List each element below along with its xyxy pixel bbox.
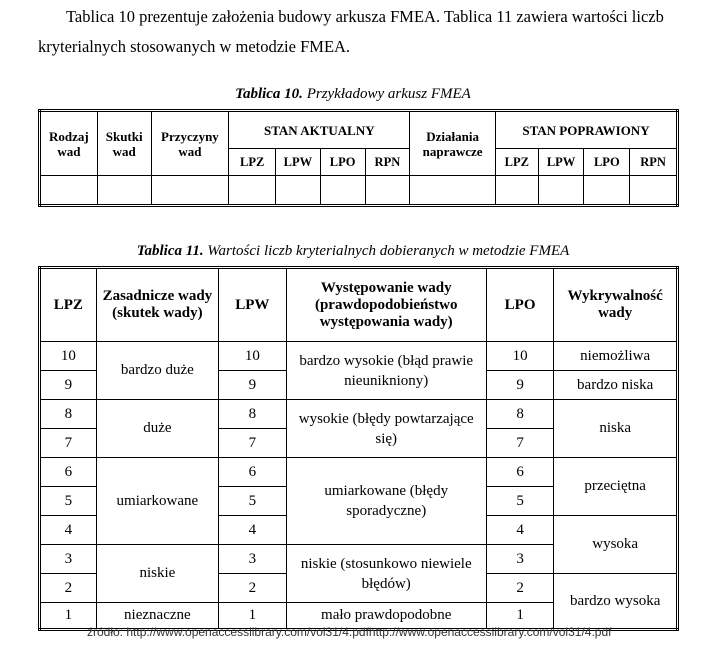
header-lpw-poprawiony: LPW (538, 149, 584, 176)
lpw-value: 8 (219, 400, 287, 429)
skutek-cell: nieznaczne (96, 603, 218, 630)
header-skutki-wad: Skutki wad (97, 111, 151, 176)
wykrywalnosc-cell: niska (554, 400, 678, 458)
lpo-value: 5 (486, 487, 554, 516)
wykrywalnosc-cell: wysoka (554, 516, 678, 574)
lpz-value: 10 (40, 342, 97, 371)
header-lpo: LPO (320, 149, 365, 176)
lpz-value: 9 (40, 371, 97, 400)
empty-cell (365, 176, 410, 206)
lpo-value: 8 (486, 400, 554, 429)
lpw-value: 1 (219, 603, 287, 630)
source-note: źródło: http://www.openaccesslibrary.com/vol31/4.pdfhttp://www.openaccesslibrary.com/vol31/4.pdf (87, 625, 612, 639)
empty-cell (151, 176, 229, 206)
wystepowanie-cell: wysokie (błędy powtarzające się) (286, 400, 486, 458)
header-rodzaj-wad: Rodzaj wad (40, 111, 98, 176)
lpw-value: 9 (219, 371, 287, 400)
header-rpn: RPN (365, 149, 410, 176)
header-stan-aktualny: STAN AKTUALNY (229, 111, 410, 149)
wystepowanie-cell: mało prawdopodobne (286, 603, 486, 630)
skutek-cell: bardzo duże (96, 342, 218, 400)
table10-caption-title: Przykładowy arkusz FMEA (302, 86, 471, 102)
lpz-value: 3 (40, 545, 97, 574)
empty-cell (410, 176, 496, 206)
intro-line-2: kryterialnych stosowanych w metodzie FMEA. (38, 37, 351, 56)
empty-cell (320, 176, 365, 206)
lpz-value: 2 (40, 574, 97, 603)
header-lpw: LPW (276, 149, 321, 176)
header-wystepowanie-wady: Występowanie wady (prawdopodobieństwo występowania wady) (286, 268, 486, 342)
empty-cell (40, 176, 98, 206)
lpz-value: 5 (40, 487, 97, 516)
wykrywalnosc-cell: bardzo wysoka (554, 574, 678, 630)
header-wykrywalnosc: Wykrywalność wady (554, 268, 678, 342)
skutek-cell: umiarkowane (96, 458, 218, 545)
table-row (40, 400, 678, 429)
empty-cell (229, 176, 276, 206)
wystepowanie-cell: umiarkowane (błędy sporadyczne) (286, 458, 486, 545)
lpo-value: 1 (486, 603, 554, 630)
lpw-value: 4 (219, 516, 287, 545)
lpo-value: 9 (486, 371, 554, 400)
skutek-cell: duże (96, 400, 218, 458)
header-lpw: LPW (219, 268, 287, 342)
empty-cell (97, 176, 151, 206)
table11-caption-number: Tablica 11. (136, 243, 204, 259)
table-row (40, 458, 678, 487)
lpw-value: 6 (219, 458, 287, 487)
lpo-value: 4 (486, 516, 554, 545)
empty-cell (538, 176, 584, 206)
lpw-value: 10 (219, 342, 287, 371)
wystepowanie-cell: niskie (stosunkowo niewiele błędów) (286, 545, 486, 603)
header-zasadnicze-wady: Zasadnicze wady (skutek wady) (96, 268, 218, 342)
header-przyczyny-wad: Przyczyny wad (151, 111, 229, 176)
table-row (40, 176, 678, 206)
intro-paragraph (38, 2, 688, 62)
header-lpo-poprawiony: LPO (584, 149, 630, 176)
lpz-value: 6 (40, 458, 97, 487)
empty-cell (495, 176, 538, 206)
table-row (40, 342, 678, 371)
lpo-value: 6 (486, 458, 554, 487)
wystepowanie-cell: bardzo wysokie (błąd prawie nieunikniony) (286, 342, 486, 400)
wykrywalnosc-cell: niemożliwa (554, 342, 678, 371)
header-stan-poprawiony: STAN POPRAWIONY (495, 111, 677, 149)
header-lpz: LPZ (229, 149, 276, 176)
table10-caption (0, 86, 706, 103)
lpz-value: 4 (40, 516, 97, 545)
lpo-value: 2 (486, 574, 554, 603)
intro-line-1: Tablica 10 prezentuje założenia budowy arkusza FMEA. Tablica 11 zawiera wartości liczb (66, 7, 664, 26)
lpw-value: 3 (219, 545, 287, 574)
table11-caption (0, 243, 706, 260)
lpo-value: 10 (486, 342, 554, 371)
header-dzialania-naprawcze: Działania naprawcze (410, 111, 496, 176)
lpo-value: 7 (486, 429, 554, 458)
lpw-value: 7 (219, 429, 287, 458)
header-lpz-poprawiony: LPZ (495, 149, 538, 176)
lpo-value: 3 (486, 545, 554, 574)
empty-cell (276, 176, 321, 206)
skutek-cell: niskie (96, 545, 218, 603)
table11-caption-title: Wartości liczb kryterialnych dobieranych w metodzie FMEA (203, 243, 570, 259)
wykrywalnosc-cell: bardzo niska (554, 371, 678, 400)
criteria-values-table (38, 266, 679, 631)
table10-caption-number: Tablica 10. (235, 86, 303, 102)
lpw-value: 5 (219, 487, 287, 516)
fmea-sheet-table (38, 109, 679, 207)
lpw-value: 2 (219, 574, 287, 603)
wykrywalnosc-cell: przeciętna (554, 458, 678, 516)
lpz-value: 1 (40, 603, 97, 630)
lpz-value: 7 (40, 429, 97, 458)
header-lpz: LPZ (40, 268, 97, 342)
lpz-value: 8 (40, 400, 97, 429)
empty-cell (630, 176, 678, 206)
header-lpo: LPO (486, 268, 554, 342)
header-rpn-poprawiony: RPN (630, 149, 678, 176)
empty-cell (584, 176, 630, 206)
